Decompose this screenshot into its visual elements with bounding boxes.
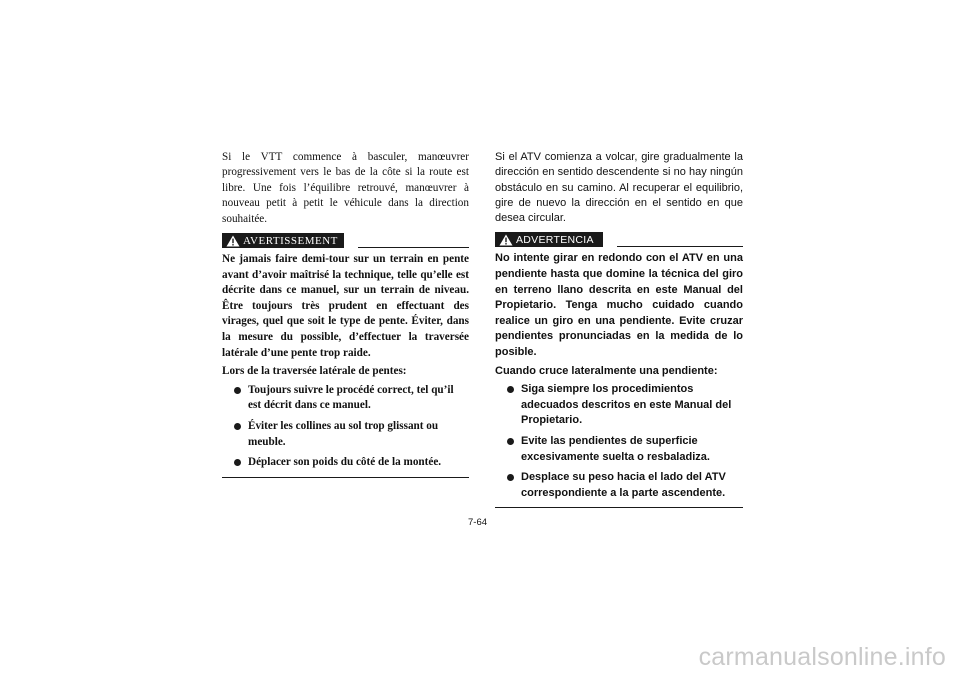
warning-label: AVERTISSEMENT — [243, 234, 338, 247]
warning-end-rule — [495, 507, 743, 508]
bullet-icon — [507, 438, 514, 445]
warning-rule — [358, 247, 469, 248]
list-item: Siga siempre los procedimientos adecuados descritos en este Manual del Propietario. — [507, 382, 743, 429]
list-item: Toujours suivre le procédé correct, tel qu’il est décrit dans ce manuel. — [234, 383, 469, 414]
bullet-icon — [507, 386, 514, 393]
intro-paragraph: Si el ATV comienza a volcar, gire gradualmente la dirección en sentido descendente si no hay ningún obstáculo en su camino. Al recuperar el equilibrio, gire de nuevo la dirección en el sentido en que desea circular. — [495, 151, 743, 225]
bullet-list — [222, 383, 469, 471]
warning-triangle-icon — [499, 234, 513, 246]
warning-label: ADVERTENCIA — [516, 233, 594, 246]
warning-end-rule — [222, 477, 469, 478]
warning-rule — [617, 246, 743, 247]
list-lead: Lors de la traversée latérale de pentes: — [222, 365, 407, 378]
warning-badge — [495, 232, 603, 247]
bullet-icon — [234, 423, 241, 430]
warning-badge — [222, 233, 344, 248]
warning-header — [222, 232, 469, 249]
warning-text: No intente girar en redondo con el ATV en una pendiente hasta que domine la técnica del giro en terreno llano descrita en este Manual del Propietario. Tenga mucho cuidado cuando realice un giro en una pendiente. Evite cruzar pendientes pronunciadas en la medida de lo posible. — [495, 252, 743, 359]
warning-triangle-icon — [226, 235, 240, 247]
spanish-column — [495, 150, 743, 508]
warning-text: Ne jamais faire demi-tour sur un terrain en pente avant d’avoir maîtrisé la technique, telle qu’elle est décrite dans ce manuel, sur un terrain de niveau. Être toujours très prudent en effectuant des virages, quel que soit le type de pente. Éviter, dans la mesure du possible, d’effectuer la traversée latérale d’une pente trop raide. — [222, 253, 469, 359]
french-column — [222, 150, 469, 478]
watermark: carmanualsonline.info — [698, 643, 946, 671]
bullet-icon — [234, 387, 241, 394]
page-number: 7-64 — [468, 517, 488, 528]
bullet-icon — [234, 459, 241, 466]
warning-header — [495, 231, 743, 248]
bullet-icon — [507, 474, 514, 481]
list-item: Evite las pendientes de superficie excesivamente suelta o resbaladiza. — [507, 434, 743, 465]
list-item: Desplace su peso hacia el lado del ATV correspondiente a la parte ascendente. — [507, 470, 743, 501]
list-item: Éviter les collines au sol trop glissant ou meuble. — [234, 419, 469, 450]
intro-paragraph: Si le VTT commence à basculer, manœuvrer progressivement vers le bas de la côte si la route est libre. Une fois l’équilibre retrouvé, manœuvrer à nouveau petit à petit le véhicule dans la direction souhaitée. — [222, 151, 469, 225]
bullet-list — [495, 382, 743, 501]
list-lead: Cuando cruce lateralmente una pendiente: — [495, 364, 718, 377]
list-item: Déplacer son poids du côté de la montée. — [234, 455, 469, 471]
